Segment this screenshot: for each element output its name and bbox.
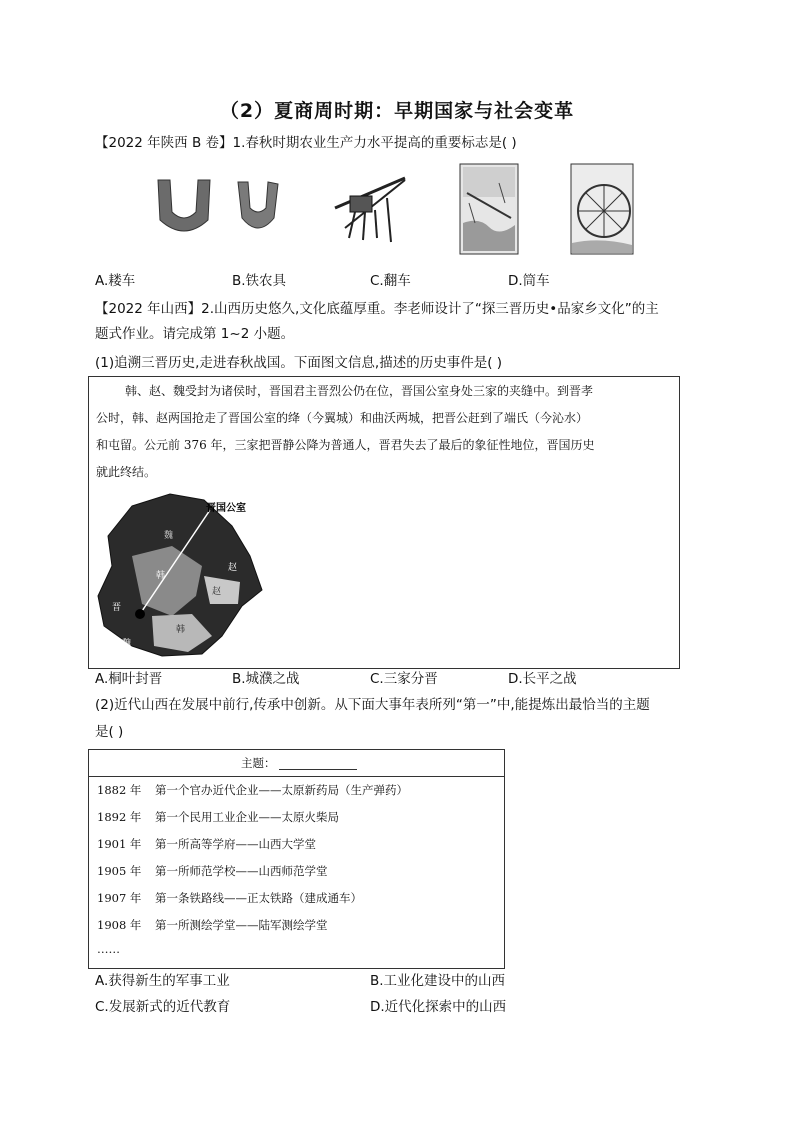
- passage-line-3: 和屯留。公元前 376 年，三家把晋静公降为普通人，晋君失去了最后的象征性地位，晋国历史: [96, 438, 595, 452]
- q1-option-d: D.筒车: [508, 273, 550, 289]
- q1-option-a: A.耧车: [95, 273, 136, 289]
- table-row: 1905 年 第一所师范学校——山西师范学堂: [97, 864, 328, 878]
- table-row: 1892 年 第一个民用工业企业——太原火柴局: [97, 810, 339, 824]
- q2-sub1-option-b: B.城濮之战: [232, 671, 300, 687]
- table-row: 1908 年 第一所测绘学堂——陆军测绘学堂: [97, 918, 328, 932]
- q2-sub2-option-b: B.工业化建设中的山西: [370, 973, 506, 989]
- map-callout-label: 晋国公室: [206, 503, 246, 514]
- q2-sub2-option-a: A.获得新生的军事工业: [95, 973, 230, 989]
- q2-sub1-option-a: A.桐叶封晋: [95, 671, 163, 687]
- chronology-table: [88, 749, 505, 969]
- map-region-1: 魏: [164, 531, 174, 541]
- q1-option-b: B.铁农具: [232, 273, 287, 289]
- map-region-4: 晋: [112, 603, 122, 613]
- passage-line-4: 就此终结。: [96, 465, 157, 479]
- page-title: （2）夏商周时期：早期国家与社会变革: [219, 100, 575, 122]
- table-row: 1882 年 第一个官办近代企业——太原新药局（生产弹药）: [97, 783, 408, 797]
- q2-sub1-option-d: D.长平之战: [508, 671, 577, 687]
- q2-sub2-stem-line2: 是( ): [95, 724, 124, 740]
- iron-tools-image: [150, 172, 290, 240]
- table-header: [89, 750, 504, 777]
- table-header-label: 主题：: [241, 756, 276, 770]
- map-region-7: 赵: [228, 563, 238, 573]
- q1-option-c: C.翻车: [370, 273, 411, 289]
- q2-sub1-stem: (1)追溯三晋历史,走进春秋战国。下面图文信息,描述的历史事件是( ): [95, 355, 503, 371]
- square-pallet-chain-pump-image: [459, 163, 519, 255]
- q2-stem-line1: 【2022 年山西】2.山西历史悠久,文化底蕴厚重。李老师设计了“探三晋历史•品家乡文化”的主: [95, 301, 659, 317]
- three-jin-map: [92, 486, 272, 662]
- table-row: 1901 年 第一所高等学府——山西大学堂: [97, 837, 316, 851]
- map-region-5: 韩: [176, 625, 186, 635]
- water-wheel-image: [570, 163, 634, 255]
- q1-stem: 【2022 年陕西 B 卷】1.春秋时期农业生产力水平提高的重要标志是( ): [95, 135, 517, 151]
- passage-line-1: 韩、赵、魏受封为诸侯时，晋国君主晋烈公仍在位，晋国公室身处三家的夹缝中。到晋孝: [125, 384, 594, 398]
- q2-stem-line2: 题式作业。请完成第 1~2 小题。: [95, 326, 295, 342]
- passage-line-2: 公时，韩、赵两国抢走了晋国公室的绛（今翼城）和曲沃两城，把晋公赶到了端氏（今沁水）: [96, 411, 589, 425]
- q2-sub1-option-c: C.三家分晋: [370, 671, 438, 687]
- q2-sub2-option-d: D.近代化探索中的山西: [370, 999, 507, 1015]
- map-region-6: 魏: [122, 639, 132, 649]
- map-region-3: 赵: [212, 587, 222, 597]
- theme-blank: [279, 769, 357, 770]
- table-row: 1907 年 第一条铁路线——正太铁路（建成通车）: [97, 891, 362, 905]
- table-ellipsis: ……: [97, 942, 120, 956]
- q2-sub2-option-c: C.发展新式的近代教育: [95, 999, 231, 1015]
- seed-drill-image: [325, 168, 420, 246]
- map-region-2: 韩: [156, 571, 166, 581]
- q2-sub2-stem-line1: (2)近代山西在发展中前行,传承中创新。从下面大事年表所列“第一”中,能提炼出最恰当的主题: [95, 697, 650, 713]
